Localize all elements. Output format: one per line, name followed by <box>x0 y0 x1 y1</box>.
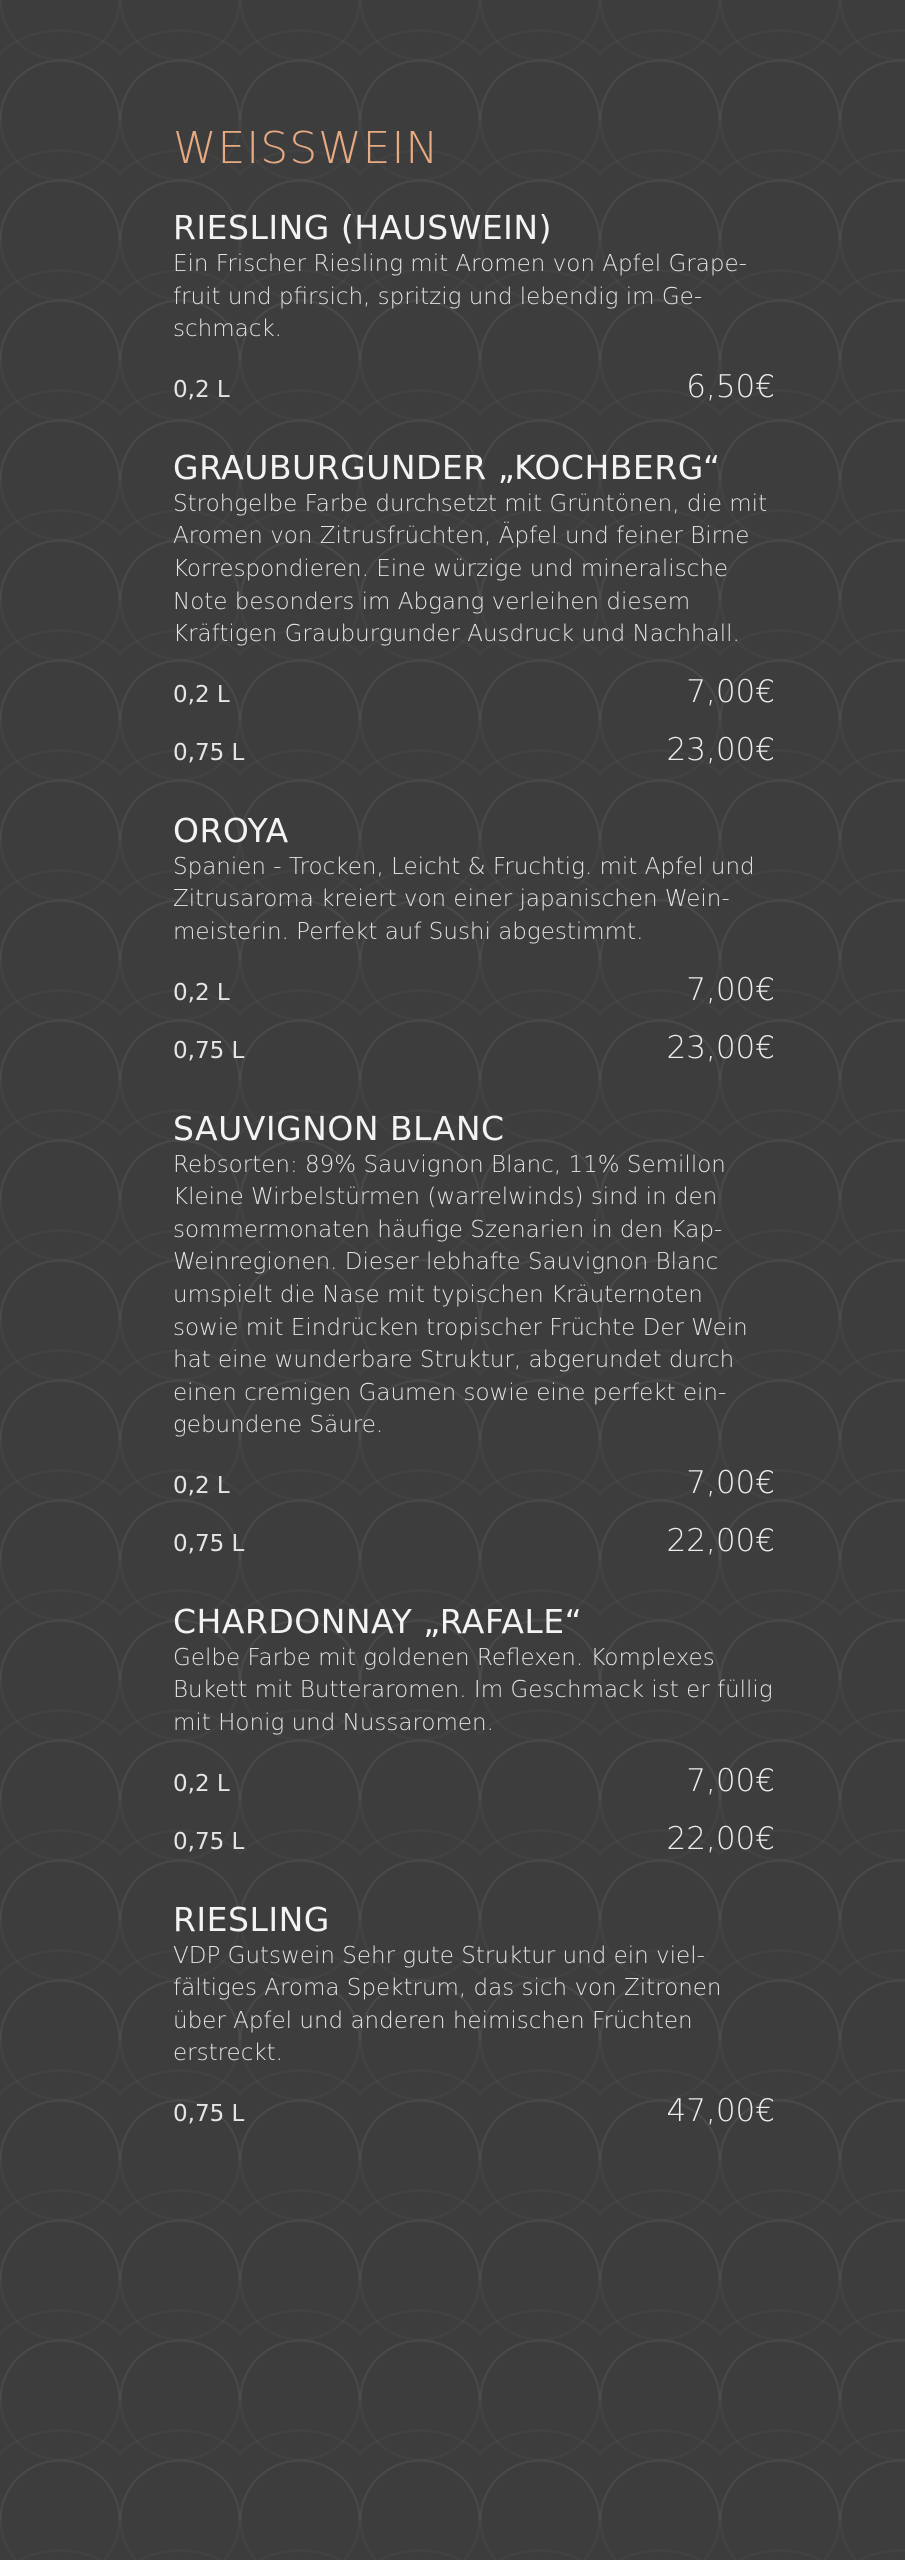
price: 22,00€ <box>666 1820 775 1857</box>
price-row <box>173 1810 775 1868</box>
wine-item <box>173 1602 775 1868</box>
wine-item <box>173 1900 775 2140</box>
price-row <box>173 1454 775 1512</box>
price-row <box>173 358 775 416</box>
wine-name: GRAUBURGUNDER „KOCHBERG“ <box>173 447 721 487</box>
serving-size: 0,2 L <box>173 1472 230 1499</box>
price-row <box>173 1752 775 1810</box>
wine-description: Gelbe Farbe mit goldenen Reflexen. Komplexes Bukett mit Butteraromen. Im Geschmack ist er füllig mit Honig und Nussaromen. <box>173 1644 773 1737</box>
wine-description: Strohgelbe Farbe durchsetzt mit Grüntönen, die mit Aromen von Zitrusfrüchten, Äpfel und feiner Birne Korrespondieren. Eine würzige und mineralische Note besonders im Abgang verleihen diesem Kräftigen Grauburgunder Ausdruck und Nachhall. <box>173 490 768 648</box>
wine-description: Ein Frischer Riesling mit Aromen von Apfel Grape-fruit und pfirsich, spritzig und lebendig im Ge-schmack. <box>173 251 747 343</box>
wine-name: RIESLING <box>173 1899 330 1939</box>
price: 6,50€ <box>686 368 775 405</box>
wine-item <box>173 811 775 1077</box>
price-list <box>173 961 775 1077</box>
price: 47,00€ <box>666 2093 775 2130</box>
wine-description: VDP Gutswein Sehr gute Struktur und ein viel-fältiges Aroma Spektrum, das sich von Zitronen über Apfel und anderen heimischen Früchten erstreckt. <box>173 1942 722 2067</box>
price-list <box>173 2082 775 2140</box>
wine-item <box>173 208 775 416</box>
wine-description: Spanien - Trocken, Leicht & Fruchtig. mit Apfel und Zitrusaroma kreiert von einer japanischen Wein-meisterin. Perfekt auf Sushi abgestimmt. <box>173 853 755 945</box>
serving-size: 0,2 L <box>173 376 230 403</box>
serving-size: 0,75 L <box>173 1037 245 1064</box>
price: 7,00€ <box>686 1762 775 1799</box>
price-row <box>173 1512 775 1570</box>
price-list <box>173 358 775 416</box>
price-list <box>173 1454 775 1570</box>
wine-item <box>173 448 775 779</box>
price-row <box>173 721 775 779</box>
serving-size: 0,2 L <box>173 1770 230 1797</box>
wine-menu <box>173 118 775 2172</box>
wine-name: SAUVIGNON BLANC <box>173 1108 505 1148</box>
price-row <box>173 961 775 1019</box>
price-list <box>173 1752 775 1868</box>
wine-name: CHARDONNAY „RAFALE“ <box>173 1601 583 1641</box>
price: 22,00€ <box>666 1522 775 1559</box>
section-title: WEISSWEIN <box>173 123 440 174</box>
wine-name: RIESLING (HAUSWEIN) <box>173 208 552 247</box>
serving-size: 0,75 L <box>173 1828 245 1855</box>
price-row <box>173 2082 775 2140</box>
price: 23,00€ <box>666 731 775 768</box>
price: 7,00€ <box>686 971 775 1008</box>
price: 23,00€ <box>666 1029 775 1066</box>
serving-size: 0,2 L <box>173 979 230 1006</box>
price: 7,00€ <box>686 1464 775 1501</box>
serving-size: 0,75 L <box>173 1530 245 1557</box>
wine-name: OROYA <box>173 810 289 850</box>
price: 7,00€ <box>686 673 775 710</box>
wine-description: Rebsorten: 89% Sauvignon Blanc, 11% Semillon Kleine Wirbelstürmen (warrelwinds) sind in den sommermonaten häufige Szenarien in den Kap-Weinregionen. Dieser lebhafte Sauvignon Blanc umspielt die Nase mit typischen Kräuternoten sowie mit Eindrücken tropischer Früchte Der Wein hat eine wunderbare Struktur, abgerundet durch einen cremigen Gaumen sowie eine perfekt ein-gebundene Säure. <box>173 1151 748 1439</box>
price-row <box>173 663 775 721</box>
serving-size: 0,75 L <box>173 2101 245 2128</box>
price-row <box>173 1019 775 1077</box>
serving-size: 0,2 L <box>173 681 230 708</box>
wine-item <box>173 1109 775 1570</box>
price-list <box>173 663 775 779</box>
serving-size: 0,75 L <box>173 739 245 766</box>
